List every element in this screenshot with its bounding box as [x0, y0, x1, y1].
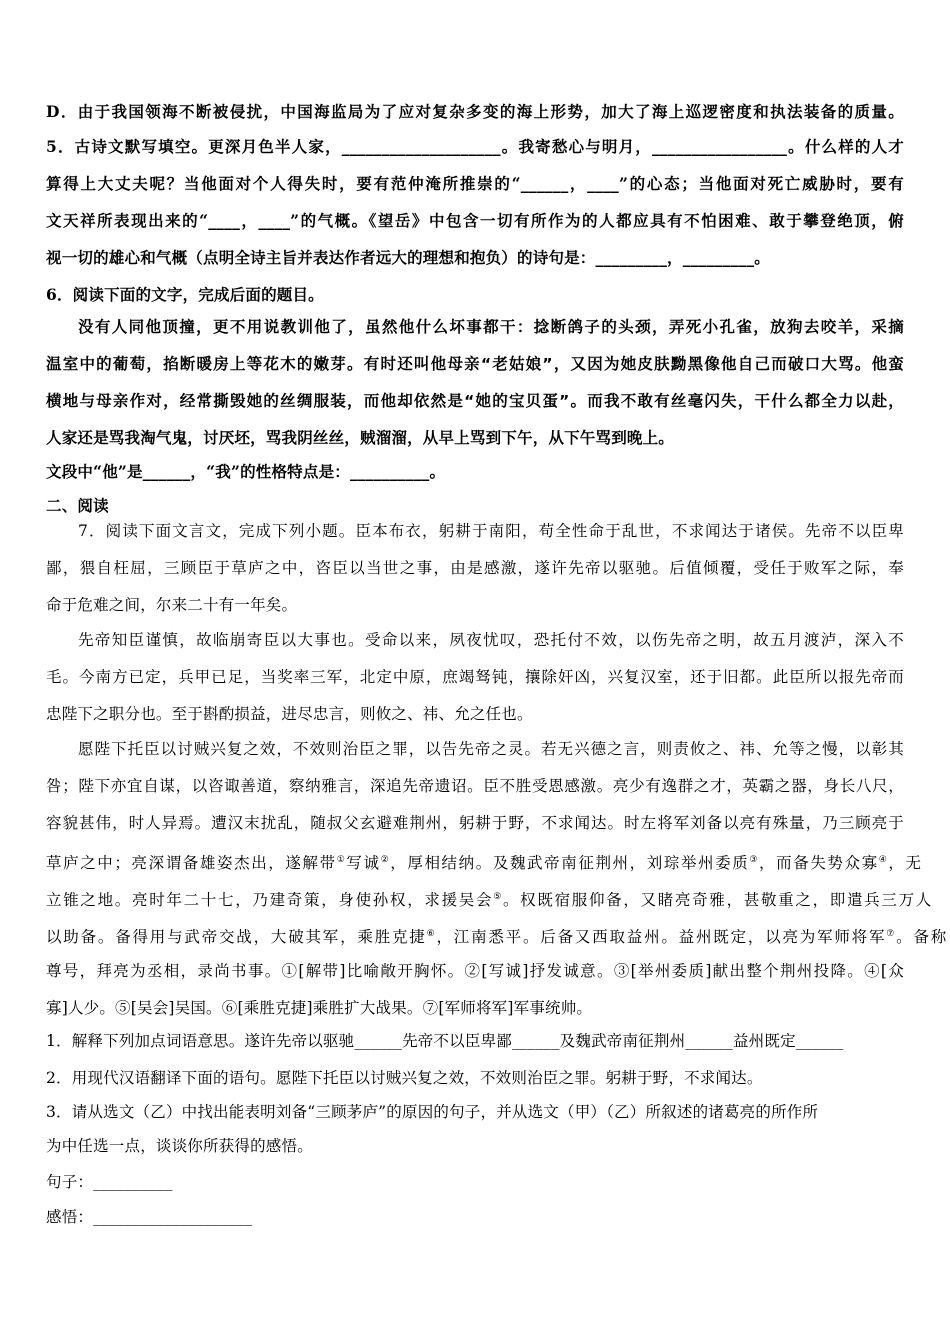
q7-passage-line-7: 愿陛下托臣以讨贼兴复之效，不效则治臣之罪，以告先帝之灵。若无兴德之言，则责攸之、祎、允等之慢，以彰其 [78, 740, 904, 758]
q7-subquestion-1: 1．解释下列加点词语意思。遂许先帝以驱驰______先帝不以臣卑鄙______及魏武帝南征荆州______益州既定______ [46, 1032, 844, 1050]
q6-passage-line-4: 人家还是骂我淘气鬼，讨厌坯，骂我阴丝丝，贼溜溜，从早上骂到下午，从下午骂到晚上。 [46, 429, 675, 447]
q6-passage-line-1: 没有人同他顶撞，更不用说教训他了，虽然他什么坏事都干：捻断鸽子的头颈，弄死小孔雀，放狗去咬羊，采摘 [78, 318, 904, 336]
text-run: ，江南悉平。后备又西取益州。益州既定，以亮为军师将军 [436, 928, 887, 947]
q5-line-2: 算得上大丈夫呢？当他面对个人得失时，要有范仲淹所推崇的“______，____”的心态；当他面对死亡威胁时，要有 [46, 174, 904, 193]
text-run: 以助备。备得用与武帝交战，大破其军，乘胜克捷 [46, 928, 427, 947]
footnote-marker: ② [380, 855, 391, 865]
q7-passage-line-1: 7．阅读下面文言文，完成下列小题。臣本布衣，躬耕于南阳，苟全性命于乱世，不求闻达于诸侯。先帝不以臣卑 [78, 522, 904, 540]
q7-subquestion-2: 2．用现代汉语翻译下面的语句。愿陛下托臣以讨贼兴复之效，不效则治臣之罪。躬耕于野，不求闻达。 [46, 1069, 763, 1087]
footnote-marker: ⑤ [493, 892, 503, 902]
q7-passage-line-8: 咎；陛下亦宜自谋，以咨诹善道，察纳雅言，深追先帝遗诏。臣不胜受恩感激。亮少有逸群之才，英霸之器，身长八尺， [46, 777, 904, 795]
q6-question: 文段中“他”是______，“我”的性格特点是：__________。 [46, 462, 446, 481]
text-run: 草庐之中；亮深谓备雄姿杰出，遂解带 [46, 854, 337, 873]
q7-subquestion-3-line-1: 3．请从选文（乙）中找出能表明刘备“三顾茅庐”的原因的句子，并从选文（甲）（乙）所叙述的诸葛亮的所作所 [46, 1103, 819, 1121]
q7-passage-line-9: 容貌甚伟，时人异焉。遭汉末扰乱，随叔父玄避难荆州，躬耕于野，不求闻达。时左将军刘备以亮有殊量，乃三顾亮于 [46, 814, 904, 832]
footnote-marker: ⑥ [426, 929, 437, 939]
answer-insight-field: 感悟：____________________ [46, 1208, 253, 1226]
option-d-line: D．由于我国领海不断被侵扰，中国海监局为了应对复杂多变的海上形势，加大了海上巡逻密度和执法装备的质量。 [46, 102, 904, 121]
q7-passage-line-12 [46, 923, 948, 948]
text-run: 。备称 [896, 928, 949, 947]
text-run: ，厚相结纳。及魏武帝南征荆州，刘琮举州委质 [390, 854, 750, 873]
answer-sentence-field: 句子：__________ [46, 1173, 173, 1191]
footnote-marker: ⑦ [886, 929, 897, 939]
text-run: ，而备失势众寡 [759, 854, 879, 873]
footnote-marker: ④ [878, 855, 889, 865]
footnote-marker: ③ [749, 855, 760, 865]
q7-subquestion-3-line-2: 为中任选一点，谈谈你所获得的感悟。 [46, 1137, 313, 1155]
text-run: 写诚 [346, 854, 381, 873]
q7-notes-line-2: 寡]人少。⑤[吴会]吴国。⑥[乘胜克捷]乘胜扩大战果。⑦[军师将军]军事统帅。 [46, 999, 593, 1017]
q7-passage-line-4: 先帝知臣谨慎，故临崩寄臣以大事也。受命以来，夙夜忧叹，恐托付不效，以伤先帝之明，故五月渡泸，深入不 [78, 631, 904, 649]
q7-passage-line-2: 鄙，猥自枉屈，三顾臣于草庐之中，咨臣以当世之事，由是感激，遂许先帝以驱驰。后值倾覆，受任于败军之际，奉 [46, 559, 904, 577]
section-heading-reading: 二、阅读 [46, 496, 109, 515]
q5-line-1: 5．古诗文默写填空。更深月色半人家，____________________。我寄愁心与明月，_________________。什么样的人才 [46, 137, 904, 156]
q5-line-4: 视一切的雄心和气概（点明全诗主旨并表达作者远大的理想和抱负）的诗句是：_________，_________。 [46, 248, 771, 267]
text-run: ，无 [888, 854, 923, 873]
q7-passage-line-3: 命于危难之间，尔来二十有一年矣。 [46, 596, 298, 614]
q6-passage-line-2: 温室中的葡萄，掐断暖房上等花木的嫩芽。有时还叫他母亲“老姑娘”，又因为她皮肤黝黑像他自己而破口大骂。他蛮 [46, 355, 904, 373]
q6-title: 6．阅读下面的文字，完成后面的题目。 [46, 285, 324, 304]
q7-notes-line-1: 尊号，拜亮为丞相，录尚书事。①[解带]比喻敞开胸怀。②[写诚]抒发诚意。③[举州委质]献出整个荆州投降。④[众 [46, 962, 904, 980]
text-run: 。权既宿服仰备，又睹亮奇雅，甚敬重之，即遣兵三万人 [502, 891, 933, 910]
q5-line-3: 文天祥所表现出来的“____，____”的气概。《望岳》中包含一切有所作为的人都应具有不怕困难、敢于攀登绝顶，俯 [46, 211, 904, 230]
footnote-marker: ① [336, 855, 347, 865]
q7-passage-line-5: 毛。今南方已定，兵甲已足，当奖率三军，北定中原，庶竭驽钝，攘除奸凶，兴复汉室，还于旧都。此臣所以报先帝而 [46, 668, 904, 686]
q6-passage-line-3: 横地与母亲作对，经常撕毁她的丝绸服装，而他却依然是“她的宝贝蛋”。而我不敢有丝毫闪失，干什么都全力以赴， [46, 392, 904, 410]
q7-passage-line-11 [46, 886, 933, 911]
q7-passage-line-6: 忠陛下之职分也。至于斟酌损益，进尽忠言，则攸之、祎、允之任也。 [46, 705, 533, 723]
q7-passage-line-10 [46, 849, 923, 874]
text-run: 立锥之地。亮时年二十七，乃建奇策，身使孙权，求援吴会 [46, 891, 494, 910]
